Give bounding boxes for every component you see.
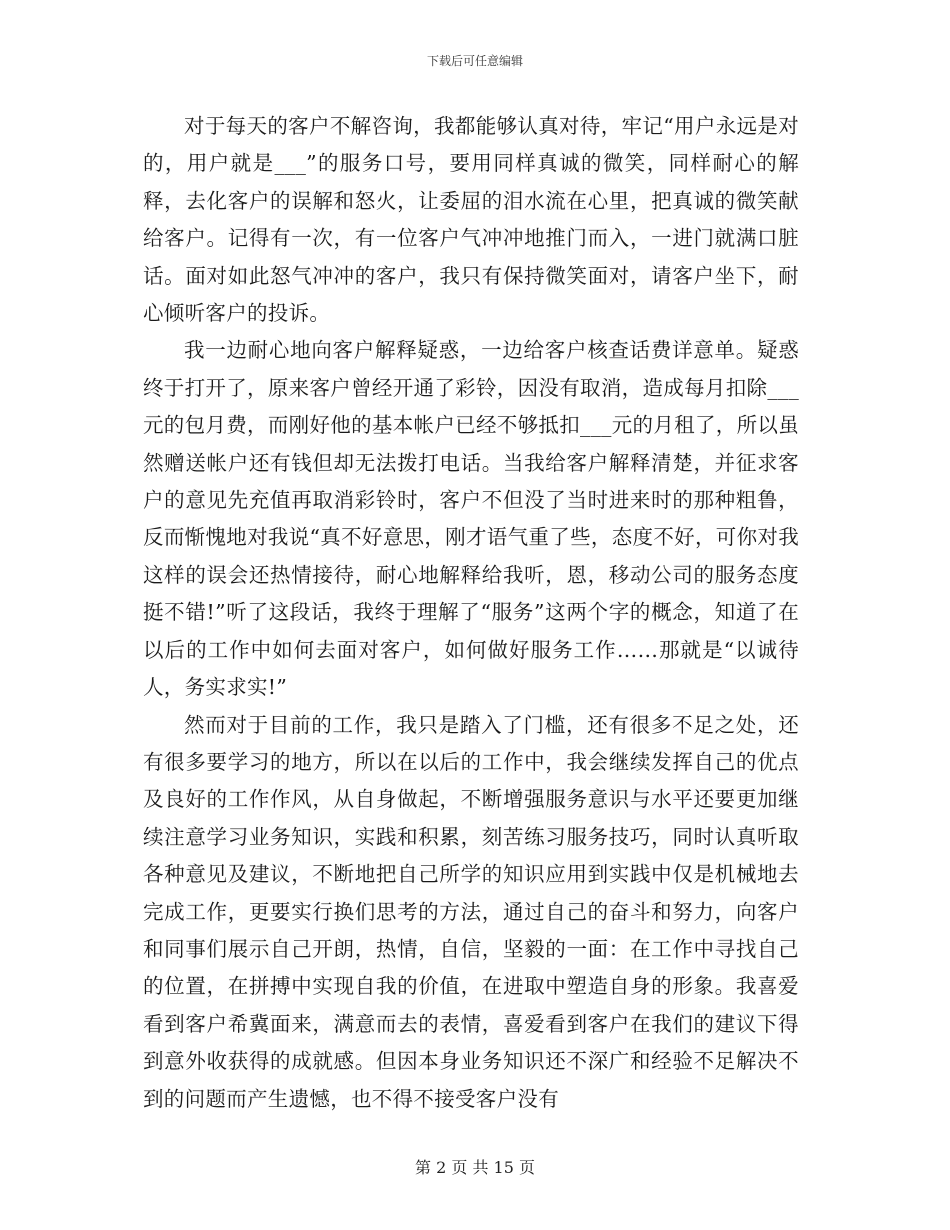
paragraph-1: 对于每天的客户不解咨询，我都能够认真对待，牢记“用户永远是对的，用户就是___”的服务口号，要用同样真诚的微笑，同样耐心的解释，去化客户的误解和怒火，让委屈的泪水流在心里，把真诚的微笑献给客户。记得有一次，有一位客户气冲冲地推门而入，一进门就满口脏话。面对如此怒气冲冲的客户，我只有保持微笑面对，请客户坐下，耐心倾听客户的投诉。 <box>143 114 799 326</box>
paragraph-3: 然而对于目前的工作，我只是踏入了门槛，还有很多不足之处，还有很多要学习的地方，所以在以后的工作中，我会继续发挥自己的优点及良好的工作作风，从自身做起，不断增强服务意识与水平还要更加继续注意学习业务知识，实践和积累，刻苦练习服务技巧，同时认真听取各种意见及建议，不断地把自己所学的知识应用到实践中仅是机械地去完成工作，更要实行换们思考的方法，通过自己的奋斗和努力，向客户和同事们展示自己开朗，热情，自信，坚毅的一面：在工作中寻找自己的位置，在拼搏中实现自我的价值，在进取中塑造自身的形象。我喜爱看到客户希冀面来，满意而去的表情，喜爱看到客户在我们的建议下得到意外收获得的成就感。但因本身业务知识还不深广和经验不足解决不到的问题而产生遗憾，也不得不接受客户没有 <box>143 712 799 1111</box>
page-number: 第 2 页 共 15 页 <box>415 1158 535 1177</box>
page-header: 下载后可任意编辑 <box>426 54 523 68</box>
paragraph-2: 我一边耐心地向客户解释疑惑，一边给客户核查话费详意单。疑惑终于打开了，原来客户曾经开通了彩铃，因没有取消，造成每月扣除___元的包月费，而刚好他的基本帐户已经不够抵扣___元的月租了，所以虽然赠送帐户还有钱但却无法拨打电话。当我给客户解释清楚，并征求客户的意见先充值再取消彩铃时，客户不但没了当时进来时的那种粗鲁，反而惭愧地对我说“真不好意思，刚才语气重了些，态度不好，可你对我这样的误会还热情接待，耐心地解释给我听，恩，移动公司的服务态度挺不错!”听了这段话，我终于理解了“服务”这两个字的概念，知道了在以后的工作中如何去面对客户，如何做好服务工作……那就是“以诚待人，务实求实!” <box>143 338 799 700</box>
document-body <box>143 108 799 1118</box>
